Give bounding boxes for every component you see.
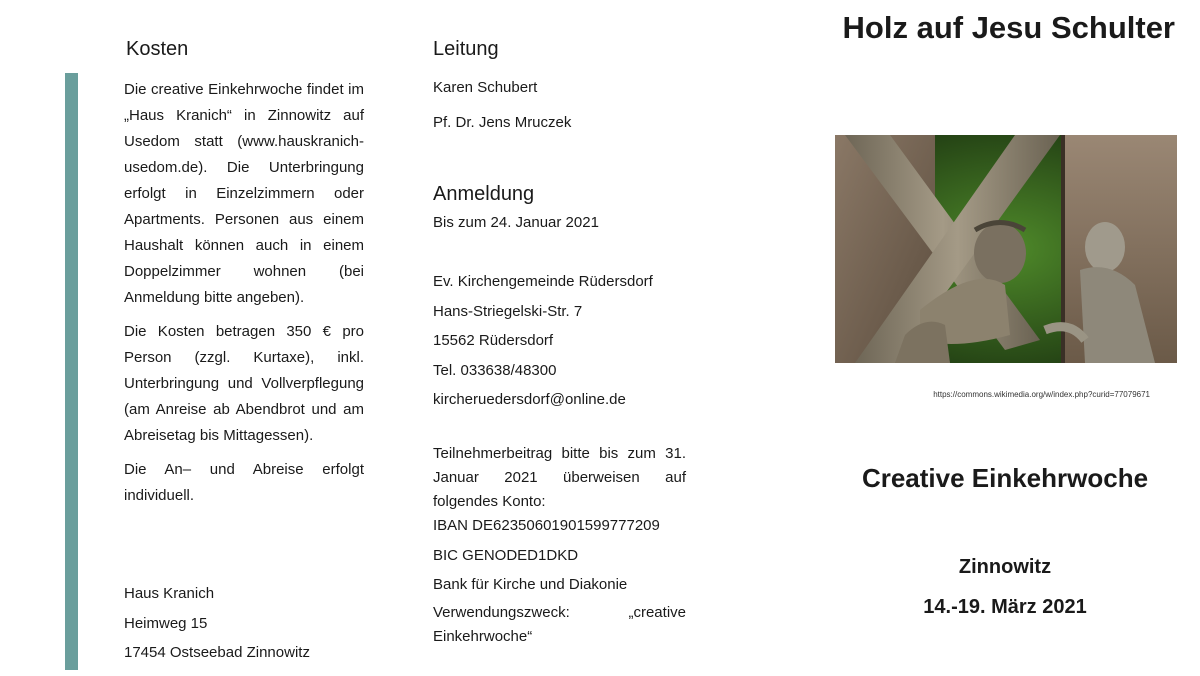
bic: BIC GENODED1DKD	[433, 547, 579, 564]
payment-note: Teilnehmerbeitrag bitte bis zum 31. Januar 2021 überweisen auf folgendes Konto:	[433, 445, 686, 510]
kosten-paragraph-venue: Die creative Einkehrwoche findet im „Haus Kranich“ in Zinnowitz auf Usedom statt (www.hauskranich-usedom.de). Die Unterbringung erfolgt in Einzelzimmern oder Apartments. Personen aus einem Haushalt können auch in einem Doppelzimmer wohnen (bei Anmeldung bitte angeben).	[124, 81, 364, 306]
payment-purpose: Verwendungszweck: „creative Einkehrwoche“	[433, 604, 686, 645]
contact-phone: Tel. 033638/48300	[433, 362, 557, 379]
accent-bar	[65, 73, 78, 670]
contact-org: Ev. Kirchengemeinde Rüdersdorf	[433, 273, 653, 290]
venue-name: Haus Kranich	[124, 585, 215, 602]
event-place: Zinnowitz	[958, 556, 1052, 578]
contact-city: 15562 Rüdersdorf	[433, 332, 554, 349]
event-dates: 14.-19. März 2021	[923, 596, 1087, 618]
cross-sculpture-image	[835, 135, 1177, 363]
anmeldung-deadline: Bis zum 24. Januar 2021	[433, 214, 599, 231]
bank-name: Bank für Kirche und Diakonie	[433, 576, 628, 593]
contact-email[interactable]: kircheruedersdorf@online.de	[433, 391, 626, 408]
cover-photo	[835, 135, 1177, 363]
cover-subtitle: Creative Einkehrwoche	[861, 463, 1149, 493]
venue-city: 17454 Ostseebad Zinnowitz	[124, 644, 310, 661]
contact-street: Hans-Striegelski-Str. 7	[433, 303, 583, 320]
kosten-paragraph-price: Die Kosten betragen 350 € pro Person (zzgl. Kurtaxe), inkl. Unterbringung und Vollverpflegung (am Anreise ab Abendbrot und am Abreisetag bis Mittagessen).	[124, 323, 364, 444]
iban: IBAN DE62350601901599777209	[433, 517, 660, 534]
leiter-name-1: Karen Schubert	[433, 79, 538, 96]
venue-street: Heimweg 15	[124, 615, 208, 632]
leitung-heading: Leitung	[433, 38, 499, 60]
kosten-paragraph-travel: Die An– und Abreise erfolgt individuell.	[124, 461, 364, 504]
cover-title: Holz auf Jesu Schulter	[842, 10, 1175, 45]
image-source-caption: https://commons.wikimedia.org/w/index.php?curid=77079671	[933, 390, 1150, 399]
leiter-name-2: Pf. Dr. Jens Mruczek	[433, 114, 572, 131]
kosten-heading: Kosten	[126, 38, 189, 60]
anmeldung-heading: Anmeldung	[433, 183, 535, 205]
